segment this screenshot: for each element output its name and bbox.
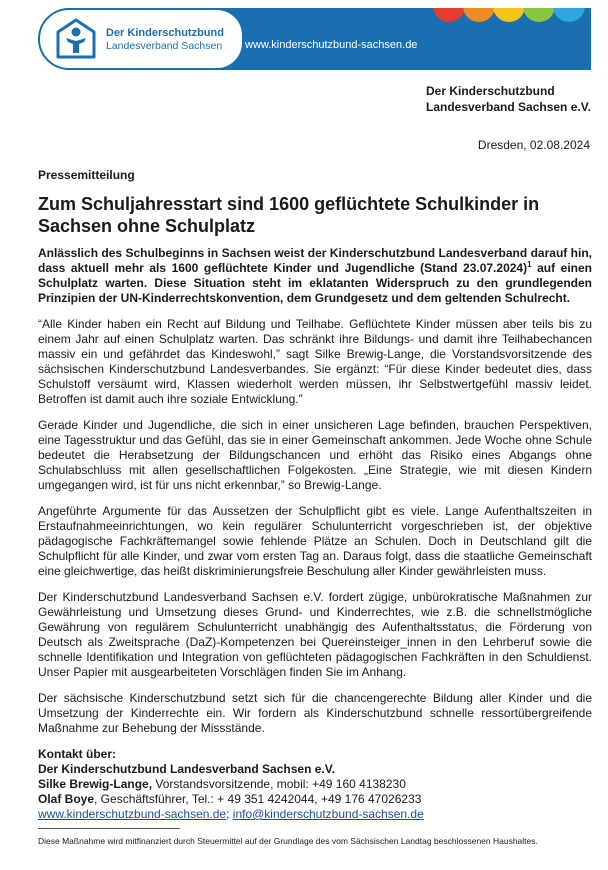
- lead-paragraph: Anlässlich des Schulbeginns in Sachsen weist der Kinderschutzbund Landesverband darauf hin, dass aktuell mehr als 1600 geflüchtete Kinder und Jugendliche (Stand 23.07.2024)$^1$ auf einen Schulplatz warten. Diese Situation steht im eklatanten Widerspruch zu den grundlegenden Prinzipien der UN-Kinderrechtskonvention, dem Grundgesetz und dem geltenden Schulrecht.: [38, 246, 593, 305]
- footnote: Diese Maßnahme wird mitfinanziert durch Steuermittel auf der Grundlage des vom Sächsischen Landtag beschlossenen Haushaltes.: [38, 836, 538, 846]
- contact-block: [38, 747, 592, 822]
- body-paragraph-3: Angeführte Argumente für das Aussetzen der Schulpflicht gibt es viele. Lange Aufenthaltszeiten in Erstaufnahmeeinrichtungen, wo kein regulärer Schulunterricht vorgeschrieben ist, der objektive pädagogische Fachkräftemangel sowie fehlende Plätze an Schulen. Doch in Deutschland gilt die Schulpflicht für alle Kinder, und zwar vom ersten Tag an. Daraus folgt, dass die staatliche Gemeinschaft eine gleichwertige, das heißt diskriminierungsfreie Beschulung aller Kinder gewährleisten muss.: [38, 504, 592, 578]
- contact-heading: Kontakt über:: [38, 747, 116, 761]
- email-link[interactable]: info@kinderschutzbund-sachsen.de: [232, 807, 424, 821]
- logo-title: Der Kinderschutzbund: [106, 27, 224, 39]
- sender-block: [426, 83, 591, 115]
- header-banner: [38, 8, 591, 70]
- footnote-divider: [38, 828, 180, 829]
- contact-links: www.kinderschutzbund-sachsen.de; info@kinderschutzbund-sachsen.de: [38, 807, 424, 821]
- document-body: [38, 168, 592, 822]
- body-paragraph-5: Der sächsische Kinderschutzbund setzt sich für die chancengerechte Bildung aller Kinder und die Umsetzung der Kinderrechte ein. Wir fordern als Kinderschutzbund schnelle ressortübergreifende Maßnahme zur Behebung der Missstände.: [38, 691, 592, 735]
- body-paragraph-4: Der Kinderschutzbund Landesverband Sachsen e.V. fordert zügige, unbürokratische Maßnahmen zur Gewährleistung und Umsetzung dieses Grund- und Kinderrechtes, wie z.B. die schnellstmögliche Gewährung von regulärem Schulunterricht unabhängig des Aufenthaltsstatus, die Förderung von Deutsch als Zweitsprache (DaZ)-Kompetenzen bei Quereinsteiger_innen in den Lehrberuf sowie die schnelle Identifikation und Integration von geflüchteten pädagogischen Fachkräften in den Schuldienst. Unser Papier mit ausgearbeiteten Vorschlägen finden Sie im Anhang.: [38, 590, 592, 679]
- contact-person-2: Olaf Boye, Geschäftsführer, Tel.: + 49 351 4242044, +49 176 47026233: [38, 792, 422, 806]
- footnote-marker: 1: [527, 260, 532, 269]
- sender-line2: Landesverband Sachsen e.V.: [426, 100, 591, 114]
- contact-person-1: Silke Brewig-Lange, Vorstandsvorsitzende, mobil: +49 160 4138230: [38, 777, 406, 791]
- logo: [38, 8, 244, 70]
- rainbow-stripes-icon: [421, 8, 591, 36]
- sender-line1: Der Kinderschutzbund: [426, 84, 555, 98]
- doc-type-label: Pressemitteilung: [38, 168, 135, 182]
- child-logo-icon: [54, 17, 98, 61]
- website-link[interactable]: www.kinderschutzbund-sachsen.de: [38, 807, 227, 821]
- date-line: Dresden, 02.08.2024: [477, 138, 590, 152]
- page-title: Zum Schuljahresstart sind 1600 geflüchtete Schulkinder in Sachsen ohne Schulplatz: [38, 194, 540, 236]
- body-paragraph-2: Gerade Kinder und Jugendliche, die sich in einer unsicheren Lage befinden, brauchen Perspektiven, eine Tagesstruktur und das Gefühl, das sie in einer Gemeinschaft ankommen. Jede Woche ohne Schule bedeutet die Herabsetzung der Bildungschancen und erhöht das Risiko eines Abgangs ohne Schulabschluss mit allen gesellschaftlichen Folgekosten. „Eine Strategie, wie mit diesen Kindern umgegangen wird, ist für uns nicht erkennbar,” so Brewig-Lange.: [38, 418, 592, 492]
- body-paragraph-1: “Alle Kinder haben ein Recht auf Bildung und Teilhabe. Geflüchtete Kinder müssen aber teils bis zu einem Jahr auf einen Schulplatz warten. Das schränkt ihre Bildungs- und damit ihre Teilhabechancen massiv ein und gefährdet das Kindeswohl,” sagt Silke Brewig-Lange, die Vorstandsvorsitzende des sächsischen Kinderschutzbund Landesverbandes. Sie ergänzt: “Für diese Kinder bedeutet dies, dass Schulstoff versäumt wird, Klassen wiederholt werden müssen, ihr Selbstwertgefühl massiv leidet. Betroffen ist damit auch ihre soziale Entwicklung.”: [38, 317, 592, 406]
- contact-org: Der Kinderschutzbund Landesverband Sachsen e.V.: [38, 762, 335, 776]
- logo-subtitle: Landesverband Sachsen: [106, 40, 223, 52]
- banner-website[interactable]: www.kinderschutzbund-sachsen.de: [245, 39, 418, 51]
